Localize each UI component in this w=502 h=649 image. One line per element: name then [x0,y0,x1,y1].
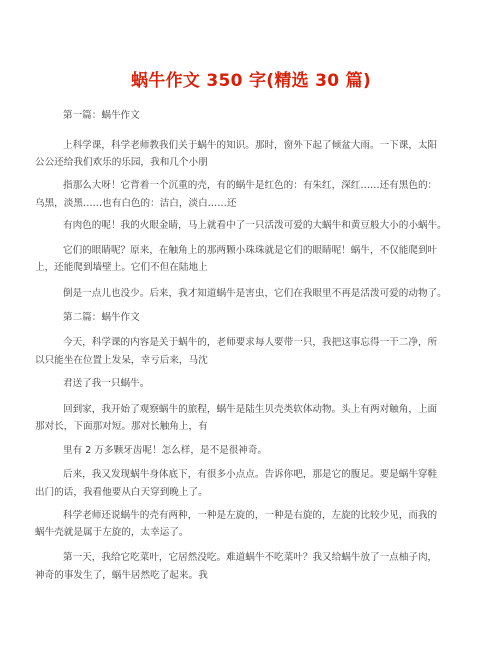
paragraph-line: 上科学课，科学老师教我们关于蜗牛的知识。那时，窗外下起了倾盆大雨。一下课，太阳 [63,140,438,151]
paragraph-line: 乌黑，淡黑……也有白色的：洁白，淡白……还 [35,198,237,209]
paragraph-line: 倒是一点儿也没少。后来，我才知道蜗牛是害虫，它们在我眼里不再是活泼可爱的动物了。 [63,288,447,299]
paragraph-line: 今天，科学课的内容是关于蜗牛的，老师要求每人要带一只，我把这事忘得一干二净，所 [63,337,438,348]
paragraph-line: 科学老师还说蜗牛的壳有两种，一种是左旋的，一种是右旋的，左旋的比较少见，而我的 [63,510,438,521]
paragraph-line: 后来，我又发现蜗牛身体底下，有很多小点点。告诉你吧，那是它的腹足。要是蜗牛穿鞋 [63,469,438,480]
paragraph-line: 蜗牛壳就是属于左旋的，太幸运了。 [35,527,189,538]
paragraph-line: 公公还给我们欢乐的乐园，我和几个小朋 [35,157,208,168]
section-heading-1: 第一篇：蜗牛作文 [63,110,140,121]
paragraph-line: 君送了我一只蜗牛。 [63,378,150,389]
paragraph-line: 指那么大呀！它背着一个沉重的壳，有的蜗牛是红色的：有朱红，深红……还有黑色的： [63,180,438,191]
paragraph-line: 第一天，我给它吃菜叶，它居然没吃。难道蜗牛不吃菜叶？我又给蜗牛放了一点柚子肉， [63,552,438,563]
document-title: 蜗牛作文 350 字(精选 30 篇) [130,71,372,91]
paragraph-line: 有肉色的呢！我的火眼金睛，马上就看中了一只活泼可爱的大蜗牛和黄豆般大小的小蜗牛。 [63,220,447,231]
paragraph-line: 以只能坐在位置上发呆，幸亏后来，马沈 [35,355,208,366]
paragraph-line: 那对长，下面那对短。那对长触角上，有 [35,421,208,432]
section-heading-2: 第二篇：蜗牛作文 [63,312,140,323]
paragraph-line: 出门的话，我看他要从白天穿到晚上了。 [35,487,208,498]
paragraph-line: 回到家，我开始了观察蜗牛的旅程，蜗牛是陆生贝壳类软体动物。头上有两对触角，上面 [63,404,438,415]
paragraph-line: 里有 2 万多颗牙齿呢！怎么样，是不是很神奇。 [63,445,268,456]
paragraph-line: 它们的眼睛呢？原来，在触角上的那两颗小珠珠就是它们的眼睛呢！蜗牛，不仅能爬到叶 [63,245,438,256]
paragraph-line: 神奇的事发生了，蜗牛居然吃了起来。我 [35,570,208,581]
paragraph-line: 上，还能爬到墙壁上。它们不但在陆地上 [35,262,208,273]
